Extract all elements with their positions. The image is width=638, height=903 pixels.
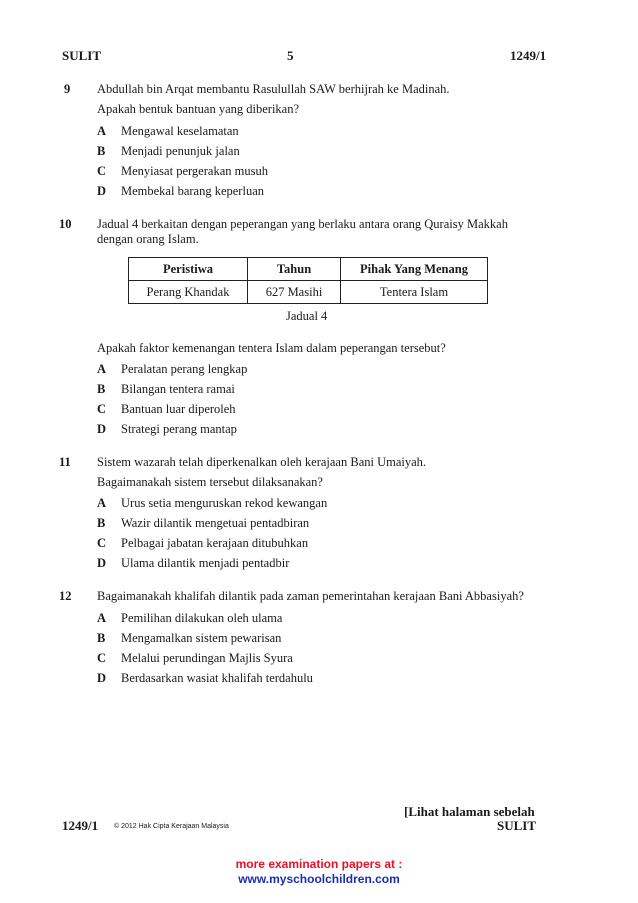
option-letter: B xyxy=(97,631,106,645)
option-letter: A xyxy=(97,496,107,510)
question-number-10: 10 xyxy=(59,217,72,231)
option-text: Menyiasat pergerakan musuh xyxy=(121,164,268,178)
option-text: Melalui perundingan Majlis Syura xyxy=(121,651,293,665)
option-row[interactable] xyxy=(97,141,240,161)
option-text: Bantuan luar diperoleh xyxy=(121,402,236,416)
question-9-stem-2: Apakah bentuk bantuan yang diberikan? xyxy=(97,102,300,116)
question-number-9: 9 xyxy=(64,82,71,96)
table-cell: Perang Khandak xyxy=(129,281,248,304)
promo-link[interactable]: www.myschoolchildren.com xyxy=(238,872,400,886)
option-letter: A xyxy=(97,611,107,625)
option-row[interactable] xyxy=(97,359,247,379)
question-10-stem-1: Jadual 4 berkaitan dengan peperangan yang berlaku antara orang Quraisy Makkah xyxy=(97,217,508,231)
footer-sulit: SULIT xyxy=(497,818,537,833)
next-page-note: [Lihat halaman sebelah xyxy=(404,804,535,819)
table-cell: 627 Masihi xyxy=(248,281,341,304)
table-header: Pihak Yang Menang xyxy=(341,258,488,281)
option-letter: D xyxy=(97,671,107,685)
option-row[interactable] xyxy=(97,399,236,419)
option-row[interactable] xyxy=(97,513,309,533)
option-letter: A xyxy=(97,362,107,376)
option-text: Urus setia menguruskan rekod kewangan xyxy=(121,496,328,510)
option-text: Pemilihan dilakukan oleh ulama xyxy=(121,611,283,625)
question-11-stem-1: Sistem wazarah telah diperkenalkan oleh kerajaan Bani Umaiyah. xyxy=(97,455,427,469)
option-row[interactable] xyxy=(97,608,282,628)
option-row[interactable] xyxy=(97,181,264,201)
option-row[interactable] xyxy=(97,379,235,399)
question-11-stem-2: Bagaimanakah sistem tersebut dilaksanakan? xyxy=(97,475,323,489)
table-caption: Jadual 4 xyxy=(286,309,328,323)
option-letter: D xyxy=(97,556,107,570)
option-row[interactable] xyxy=(97,493,327,513)
footer-code: 1249/1 xyxy=(62,818,99,833)
option-row[interactable] xyxy=(97,419,237,439)
option-text: Strategi perang mantap xyxy=(121,422,237,436)
question-12-stem-1: Bagaimanakah khalifah dilantik pada zaman pemerintahan kerajaan Bani Abbasiyah? xyxy=(97,589,524,603)
question-number-12: 12 xyxy=(59,589,72,603)
table-header: Tahun xyxy=(248,258,341,281)
header-sulit: SULIT xyxy=(62,48,102,63)
option-letter: C xyxy=(97,651,107,665)
option-text: Pelbagai jabatan kerajaan ditubuhkan xyxy=(121,536,309,550)
question-9-stem-1: Abdullah bin Arqat membantu Rasulullah SAW berhijrah ke Madinah. xyxy=(97,82,450,96)
table-cell: Tentera Islam xyxy=(341,281,488,304)
question-10-stem-2: dengan orang Islam. xyxy=(97,232,199,246)
question-10-prompt: Apakah faktor kemenangan tentera Islam dalam peperangan tersebut? xyxy=(97,341,446,355)
option-text: Mengamalkan sistem pewarisan xyxy=(121,631,282,645)
option-letter: B xyxy=(97,382,106,396)
option-row[interactable] xyxy=(97,533,308,553)
option-letter: C xyxy=(97,536,107,550)
option-letter: B xyxy=(97,144,106,158)
paper-code: 1249/1 xyxy=(510,48,547,63)
question-number-11: 11 xyxy=(59,455,71,469)
option-letter: B xyxy=(97,516,106,530)
option-row[interactable] xyxy=(97,668,313,688)
option-text: Peralatan perang lengkap xyxy=(121,362,248,376)
option-text: Ulama dilantik menjadi pentadbir xyxy=(121,556,290,570)
option-text: Bilangan tentera ramai xyxy=(121,382,235,396)
option-text: Membekal barang keperluan xyxy=(121,184,264,198)
option-text: Wazir dilantik mengetuai pentadbiran xyxy=(121,516,310,530)
option-letter: C xyxy=(97,164,107,178)
option-letter: C xyxy=(97,402,107,416)
copyright: © 2012 Hak Cipta Kerajaan Malaysia xyxy=(114,823,229,830)
option-row[interactable] xyxy=(97,161,268,181)
table-header: Peristiwa xyxy=(129,258,248,281)
option-text: Berdasarkan wasiat khalifah terdahulu xyxy=(121,671,313,685)
page-number: 5 xyxy=(287,48,294,63)
option-letter: D xyxy=(97,184,107,198)
option-letter: A xyxy=(97,124,107,138)
option-text: Menjadi penunjuk jalan xyxy=(121,144,240,158)
promo-text: more examination papers at : xyxy=(235,857,403,871)
option-row[interactable] xyxy=(97,121,239,141)
option-row[interactable] xyxy=(97,648,293,668)
option-text: Mengawal keselamatan xyxy=(121,124,239,138)
option-row[interactable] xyxy=(97,553,289,573)
jadual-4-table xyxy=(128,257,488,304)
option-letter: D xyxy=(97,422,107,436)
option-row[interactable] xyxy=(97,628,281,648)
